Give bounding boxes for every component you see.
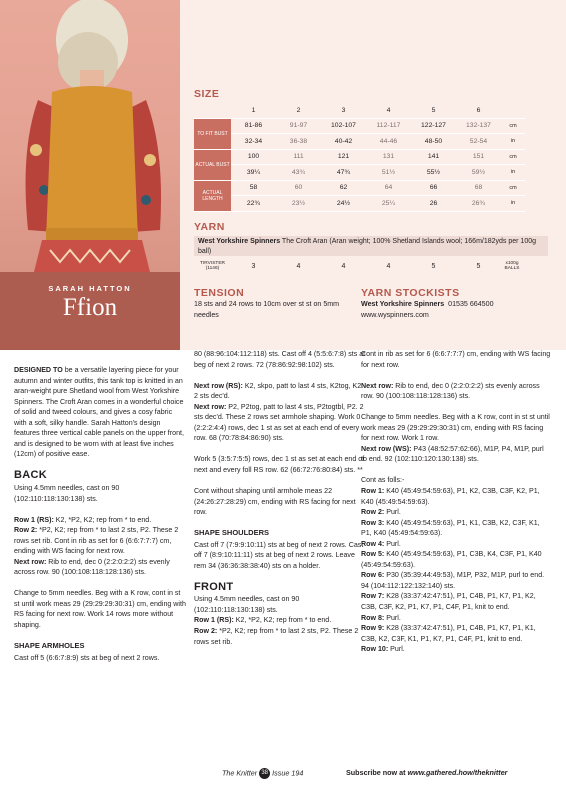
cell: 132-137 [456,118,501,134]
unit: cm [501,149,525,165]
text: P2, P2tog, patt to last 4 sts, P2togtbl, P2. 2 sts dec'd. These 2 rows set armhole shaping. Work 0 (2:2:2:4:4) rows, dec 1 st as set at each end of every row. 68 (70:78:84:86:90) sts. [194,402,364,443]
cell: 62 [321,180,366,196]
cell: 22¾ [231,196,276,212]
list-item [361,613,551,624]
pattern-title: Ffion [62,294,118,321]
stockist-name: West Yorkshire Spinners [361,300,445,308]
paragraph: 80 (88:96:104:112:118) sts. Cast off 4 (5:5:6:7:8) sts at beg of next 2 rows. 72 (78:86:92:98:102) sts. [194,350,366,369]
title-panel [0,272,180,350]
intro-text: be a versatile layering piece for your autumn and winter outfits, this tank top is knitted in an aran-weight pure Shetland wool from West Yorkshire Spinners. The Croft Aran comes in a wonderful choice of solid and tweed colours, and gives a cosy fabric with a soft, silky handle. Sarah Hatton's design features three vertical cable panels on the upper front, and is designed to be worn with at least five inches (12cm) of positive ease. [14,366,184,459]
cell: 112-117 [366,118,411,134]
paragraph [14,515,186,578]
row-label: Row 1 (RS): [194,616,234,625]
paragraph [361,412,551,465]
paragraph: Cast off 5 (6:6:7:8:9) sts at beg of next 2 rows. [14,653,160,662]
cell: 25¼ [366,196,411,212]
front-heading: FRONT [194,580,234,593]
row-label: Row 2: [361,508,385,517]
paragraph: Change to 5mm needles. Beg with a K row, cont in st st until work meas 29 (29:29:29:30:31) cm, ending with RS facing for next row. Work 14 rows more without shaping. [14,589,186,629]
paragraph: Work 5 (3:5:7:5:5) rows, dec 1 st as set at each end of next and every foll RS row. 62 (66:72:76:80:84) sts. ** [194,455,365,474]
row-label: Next row: [361,381,394,390]
size-heading: SIZE [194,88,220,100]
size-col: 5 [411,103,456,118]
row-label: Row 3: [361,518,385,527]
size-row [194,196,525,212]
size-col: 1 [231,103,276,118]
yarn-brand: West Yorkshire Spinners [198,238,281,245]
cell: 4 [386,262,391,270]
back-heading: BACK [14,469,47,482]
cell: 5 [431,262,436,270]
column-1 [14,349,186,674]
size-col: 3 [321,103,366,118]
tension-text: 18 sts and 24 rows to 10cm over st st on 5mm needles [194,300,340,319]
column-2 [194,349,366,658]
model-photo [0,0,180,272]
column-3 [361,349,551,655]
text: K2, skpo, patt to last 4 sts, K2tog, K2. 2 sts dec'd. [194,381,364,401]
size-row [194,180,525,196]
shoulders-heading: SHAPE SHOULDERS [194,528,270,538]
cell: 81-86 [231,118,276,134]
cell: 151 [456,149,501,165]
text: P43 (48:52:57:62:66), M1P, P4, M1P, purl to end. 92 (102:110:120:130:138) sts. [361,444,544,464]
yarn-color-label: TIRVISTER (1146) [200,260,225,271]
page-number: 38 [259,768,270,779]
cell: 47¾ [321,165,366,181]
cell: 122-127 [411,118,456,134]
paragraph: Cont as folls:- [361,476,405,485]
unit: in [501,134,525,150]
cell: 48-50 [411,134,456,150]
cell: 91-97 [276,118,321,134]
size-row [194,118,525,134]
cell: 111 [276,149,321,165]
cell: 131 [366,149,411,165]
cell: 52-54 [456,134,501,150]
size-header-row [194,103,525,118]
text: K2, *P2, K2; rep from * to end. [233,616,332,625]
text: K40 (45:49:54:59:63), P1, K2, C3B, C3F, K2, P1, K40 (45:49:54:59:63). [361,486,540,506]
paragraph: Using 4.5mm needles, cast on 90 (102:110:118:130:138) sts. [194,595,300,614]
row-label: Next row: [14,557,47,566]
text: *P2, K2; rep from * to last 2 sts, P2. These 2 rows set rib. [194,626,359,646]
cell: 24½ [321,196,366,212]
row-label: Row 9: [361,624,385,633]
cell: 102-107 [321,118,366,134]
magazine-name: The Knitter [222,768,258,778]
footer-magazine [222,768,303,779]
cell: 4 [341,262,346,270]
text: K28 (33:37:42:47:51), P1, C4B, P1, K7, P1, K2, C3B, C3F, K2, P1, K7, P1, C4F, P1, knit to end. [361,592,536,611]
armholes-heading: SHAPE ARMHOLES [14,641,85,651]
row-label: Row 2: [194,626,218,635]
cell: 4 [296,262,301,270]
unit: cm [501,180,525,196]
size-row [194,134,525,150]
tension-heading: TENSION [194,287,245,299]
size-row [194,165,525,181]
subscribe-text: Subscribe now at [346,768,408,777]
yarn-heading: YARN [194,221,225,233]
unit: in [501,196,525,212]
row-label: Row 5: [361,550,385,559]
paragraph [194,615,366,647]
row-label: Row 7: [361,592,385,601]
stockist-url[interactable]: www.wyspinners.com [361,310,429,319]
model-illustration [0,0,180,272]
list-item [361,549,551,570]
footer-subscribe [346,768,507,777]
text: Rib to end, dec 0 (2:2:0:2:2) sts evenly across row. 90 (100:108:118:128:136) sts. [361,381,540,401]
cell: 36-38 [276,134,321,150]
list-item [361,623,551,644]
row-label: Row 2: [14,526,38,535]
list-item [361,570,551,591]
yarn-row [194,258,523,274]
intro-lead: DESIGNED TO [14,366,63,374]
cell: 26¾ [456,196,501,212]
text: P30 (35:39:44:49:53), M1P, P32, M1P, purl to end. 94 (104:112:122:132:140) sts. [361,571,545,590]
paragraph [361,381,551,402]
stockists-heading: YARN STOCKISTS [361,287,460,299]
designer-name: SARAH HATTON [48,284,132,293]
cell: 39¼ [231,165,276,181]
text: *P2, K2; rep from * to last 2 sts, P2. These 2 rows set rib. Cont in rib as set for 6 (6:6:7:7:7) cm, ending with WS facing for next row. [14,526,179,556]
yarn-table [194,258,523,274]
unit: in [501,165,525,181]
cell: 3 [251,262,256,270]
paragraph: Cont in rib as set for 6 (6:6:7:7:7) cm, ending with WS facing for next row. [361,350,551,369]
row-label: Row 6: [361,571,385,580]
cell: 58 [231,180,276,196]
cell: 141 [411,149,456,165]
text: Purl. [384,539,401,548]
list-item [361,539,551,550]
size-table [194,103,525,212]
row-label: Next row (RS): [194,381,243,390]
cell: 44-46 [366,134,411,150]
stockists-info [361,299,551,320]
size-col: 4 [366,103,411,118]
list-item [361,518,551,539]
cell: 55½ [411,165,456,181]
unit: cm [501,118,525,134]
cell: 59½ [456,165,501,181]
text: K40 (45:49:54:59:63), P1, K1, C3B, K2, C3F, K1, P1, K40 (45:49:54:59:63). [361,518,540,538]
cell: 51½ [366,165,411,181]
list-item [361,591,551,612]
cell: 40-42 [321,134,366,150]
size-col: 2 [276,103,321,118]
row-label: TO FIT BUST [194,118,231,149]
text: Purl. [384,613,401,622]
row-label: Row 8: [361,613,385,622]
cell: 68 [456,180,501,196]
unit: x100g BALLS [504,260,520,271]
cell: 23½ [276,196,321,212]
yarn-desc: The Croft Aran (Aran weight; 100% Shetland Islands wool; 166m/182yds per 100g ball) [198,238,537,255]
cell: 32-34 [231,134,276,150]
cell: 121 [321,149,366,165]
row-label: Row 1 (RS): [14,515,54,524]
intro-paragraph [14,365,186,460]
paragraph [194,381,366,444]
list-item [361,486,551,507]
text: K28 (33:37:42:47:51), P1, C4B, P1, K7, P1, K1, C3B, K2, C3F, K1, P1, K7, P1, C4F, P1, knit to end. [361,624,536,643]
issue-label: Issue 194 [272,768,304,778]
yarn-description [194,236,548,256]
row-label: Row 4: [361,539,385,548]
row-label: ACTUAL LENGTH [194,180,231,211]
subscribe-link[interactable]: www.gathered.how/theknitter [407,768,508,777]
stockist-phone: 01535 664500 [448,300,494,308]
size-col: 6 [456,103,501,118]
size-row [194,149,525,165]
text: K2, *P2, K2; rep from * to end. [53,515,152,524]
text: Purl. [388,645,405,654]
cell: 5 [476,262,481,270]
paragraph: Cast off 7 (7:9:9:10:11) sts at beg of next 2 rows. Cast off 7 (8:9:10:11:11) sts at beg of next 2 rows. Leave rem 34 (36:36:38:38:40) sts on a holder. [194,540,364,570]
row-label: Row 10: [361,645,389,654]
cell: 66 [411,180,456,196]
list-item [361,507,551,518]
row-label: ACTUAL BUST [194,149,231,180]
paragraph: Cont without shaping until armhole meas 22 (24:26:27:28:29) cm, ending with RS facing for next row. [194,486,356,517]
paragraph: Using 4.5mm needles, cast on 90 (102:110:118:130:138) sts. [14,483,120,503]
row-label: Row 1: [361,486,385,495]
row-instructions [361,486,551,655]
cell: 43¾ [276,165,321,181]
row-label: Next row (WS): [361,444,412,453]
text: Change to 5mm needles. Beg with a K row, cont in st st until work meas 29 (29:29:29:30:31) cm, ending with RS facing for next row. Work 1 row. [361,413,550,443]
cell: 100 [231,149,276,165]
cell: 64 [366,180,411,196]
row-label: Next row: [194,402,227,411]
text: Rib to end, dec 0 (2:2:0:2:2) sts evenly across row. 90 (100:108:118:128:136) sts. [14,557,170,577]
list-item [361,644,551,655]
text: K40 (45:49:54:59:63), P1, C3B, K4, C3F, P1, K40 (45:49:54:59:63). [361,550,542,569]
cell: 60 [276,180,321,196]
text: Purl. [384,508,401,517]
cell: 26 [411,196,456,212]
